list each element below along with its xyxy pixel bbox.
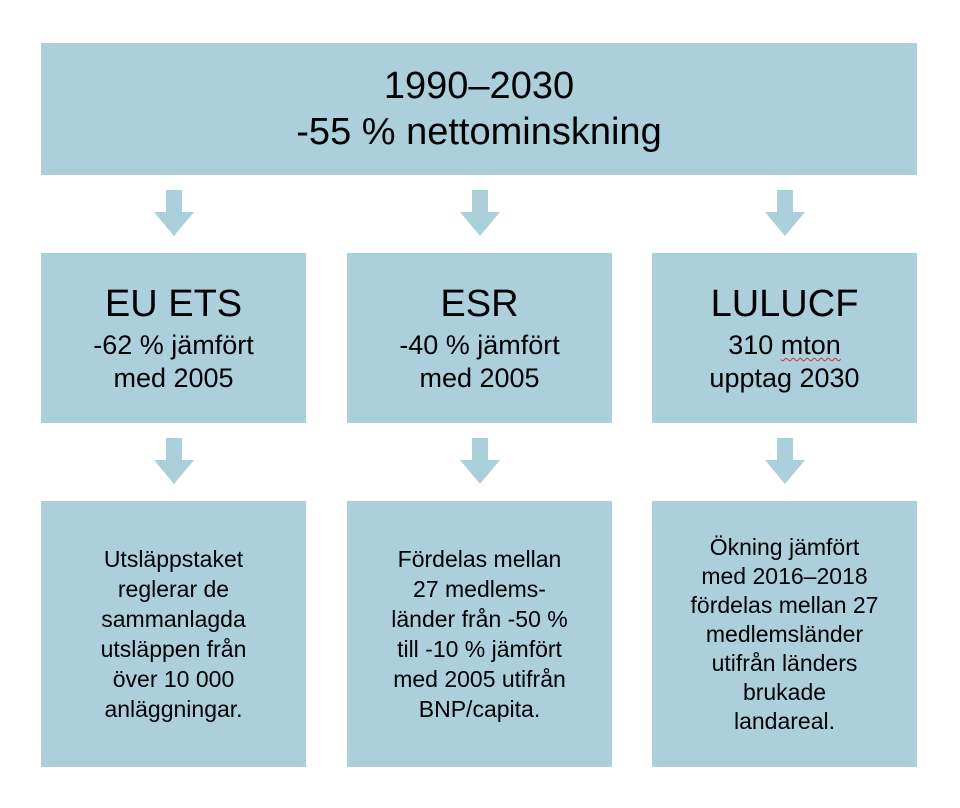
- lulucf-unit-spellcheck: mton: [780, 330, 841, 360]
- esr-target-line-1: -40 % jämfört: [399, 330, 560, 360]
- down-arrow-icon: [154, 190, 194, 236]
- lulucf-amount: 310: [728, 330, 781, 360]
- lulucf-detail-line: brukade: [742, 678, 827, 705]
- lulucf-detail-line: fördelas mellan 27: [690, 591, 879, 618]
- down-arrow-icon: [765, 190, 805, 236]
- eu-ets-detail-line: över 10 000: [112, 666, 235, 692]
- esr-detail-line: BNP/capita.: [418, 696, 541, 722]
- esr-detail-line: 27 medlems-: [413, 576, 546, 602]
- lulucf-detail-line: utifrån länders: [711, 649, 858, 676]
- lulucf-target-line-2: upptag 2030: [709, 363, 860, 393]
- eu-ets-title: EU ETS: [104, 283, 243, 325]
- lulucf-detail-box: [652, 501, 917, 767]
- down-arrow-icon: [154, 438, 194, 484]
- lulucf-detail-line: landareal.: [733, 707, 836, 734]
- lulucf-target-line-1: [728, 329, 841, 362]
- esr-detail-line: till -10 % jämfört: [397, 636, 562, 662]
- total-target-box: [41, 43, 917, 175]
- lulucf-box: [652, 253, 917, 423]
- eu-ets-detail-line: reglerar de: [117, 576, 230, 602]
- eu-ets-detail-line: utsläppen från: [100, 636, 247, 662]
- period-label: 1990–2030: [383, 65, 575, 107]
- esr-detail-line: med 2005 utifrån: [393, 666, 566, 692]
- eu-ets-target-line-1: -62 % jämfört: [93, 330, 254, 360]
- lulucf-detail-line: Ökning jämfört: [709, 533, 860, 560]
- eu-ets-detail-line: Utsläppstaket: [103, 546, 244, 572]
- eu-ets-detail-box: [41, 501, 306, 767]
- lulucf-detail-line: medlemsländer: [705, 620, 864, 647]
- lulucf-detail-line: med 2016–2018: [701, 562, 868, 589]
- down-arrow-icon: [765, 438, 805, 484]
- esr-detail-line: Fördelas mellan: [397, 546, 562, 572]
- eu-ets-box: [41, 253, 306, 423]
- esr-box: [347, 253, 612, 423]
- esr-title: ESR: [440, 283, 519, 325]
- esr-detail-line: länder från -50 %: [391, 606, 568, 632]
- eu-ets-target-line-2: med 2005: [113, 363, 234, 393]
- eu-ets-detail-line: anläggningar.: [104, 696, 243, 722]
- esr-detail-box: [347, 501, 612, 767]
- lulucf-title: LULUCF: [710, 283, 859, 325]
- eu-ets-detail-line: sammanlagda: [101, 606, 246, 632]
- down-arrow-icon: [460, 190, 500, 236]
- esr-target-line-2: med 2005: [419, 363, 540, 393]
- net-reduction-label: -55 % nettominskning: [296, 111, 662, 153]
- down-arrow-icon: [460, 438, 500, 484]
